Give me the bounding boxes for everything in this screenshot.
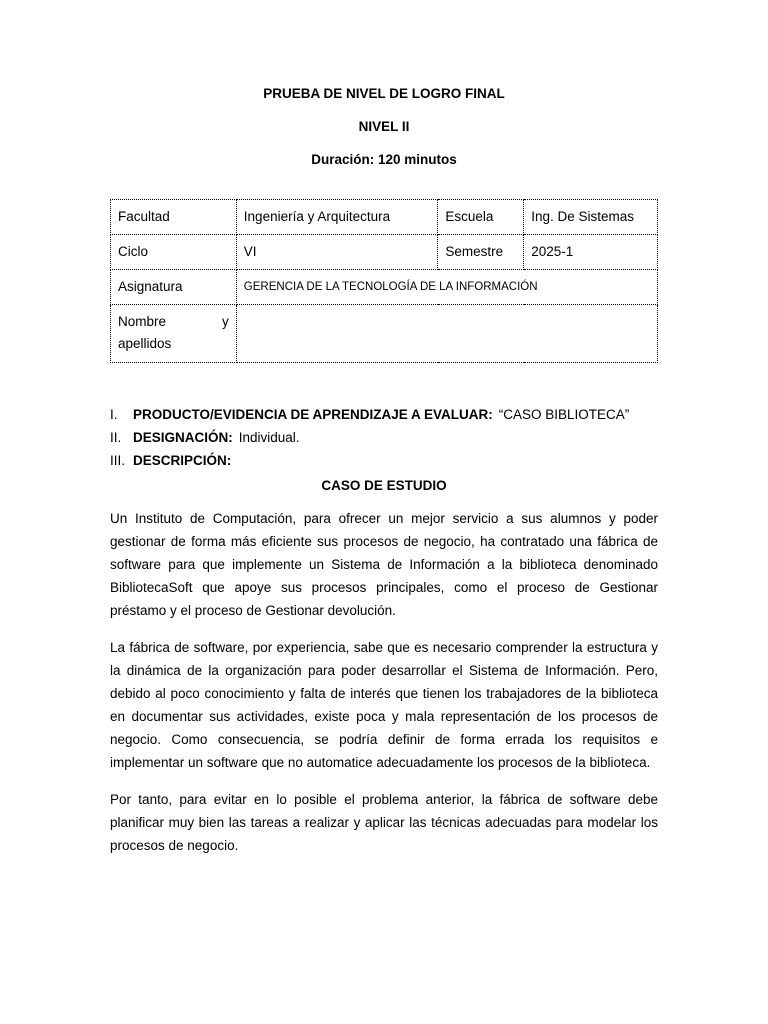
section-value: Individual. bbox=[238, 430, 300, 445]
section-number: III. bbox=[110, 453, 126, 468]
nombre-label-word: Nombre bbox=[118, 314, 167, 329]
section-number: II. bbox=[110, 430, 122, 445]
exam-level: NIVEL II bbox=[358, 119, 410, 134]
asignatura-value: GERENCIA DE LA TECNOLOGÍA DE LA INFORMACIÓN bbox=[236, 270, 657, 305]
escuela-value: Ing. De Sistemas bbox=[524, 200, 658, 235]
nombre-label-line bbox=[118, 311, 229, 333]
asignatura-label: Asignatura bbox=[111, 270, 237, 305]
ciclo-label: Ciclo bbox=[111, 235, 237, 270]
section-description bbox=[110, 449, 658, 472]
nombre-value-field[interactable] bbox=[236, 305, 657, 363]
case-paragraph: Por tanto, para evitar en lo posible el problema anterior, la fábrica de software debe planificar muy bien las tareas a realizar y aplicar las técnicas adecuadas para modelar los procesos de negocio. bbox=[110, 792, 658, 853]
semestre-value: 2025-1 bbox=[524, 235, 658, 270]
nombre-label-apellidos: apellidos bbox=[118, 336, 172, 351]
ciclo-value: VI bbox=[236, 235, 438, 270]
table-row bbox=[111, 235, 658, 270]
section-label: DESCRIPCIÓN: bbox=[133, 453, 232, 468]
exam-duration: Duración: 120 minutos bbox=[311, 152, 457, 167]
case-paragraph: Un Instituto de Computación, para ofrecer un mejor servicio a sus alumnos y poder gestionar de forma más eficiente sus procesos de negocio, ha contratado una fábrica de software para que implemente un Sistema de Información a la biblioteca denominado BibliotecaSoft que apoye sus procesos principales, como el proceso de Gestionar préstamo y el proceso de Gestionar devolución. bbox=[110, 511, 658, 618]
section-value: “CASO BIBLIOTECA” bbox=[498, 407, 630, 422]
exam-title: PRUEBA DE NIVEL DE LOGRO FINAL bbox=[263, 86, 505, 101]
section-number: I. bbox=[110, 407, 118, 422]
section-product bbox=[110, 403, 658, 426]
section-label: PRODUCTO/EVIDENCIA DE APRENDIZAJE A EVALUAR: bbox=[133, 407, 493, 422]
escuela-label: Escuela bbox=[438, 200, 524, 235]
section-designation bbox=[110, 426, 658, 449]
facultad-value: Ingeniería y Arquitectura bbox=[236, 200, 438, 235]
table-row bbox=[111, 200, 658, 235]
table-row bbox=[111, 305, 658, 363]
section-label: DESIGNACIÓN: bbox=[133, 430, 233, 445]
info-table bbox=[110, 199, 658, 363]
sections-list bbox=[110, 403, 658, 472]
semestre-label: Semestre bbox=[438, 235, 524, 270]
nombre-label bbox=[111, 305, 237, 363]
case-paragraph: La fábrica de software, por experiencia, sabe que es necesario comprender la estructura y la dinámica de la organización para poder desarrollar el Sistema de Información. Pero, debido al poco conocimiento y falta de interés que tienen los trabajadores de la biblioteca en documentar sus actividades, existe poca y mala representación de los procesos de negocio. Como consecuencia, se podría definir de forma errada los requisitos e implementar un software que no automatice adecuadamente los procesos de la biblioteca. bbox=[110, 640, 658, 770]
nombre-label-conjunction: y bbox=[222, 314, 229, 329]
facultad-label: Facultad bbox=[111, 200, 237, 235]
table-row bbox=[111, 270, 658, 305]
case-study-title: CASO DE ESTUDIO bbox=[321, 478, 447, 493]
